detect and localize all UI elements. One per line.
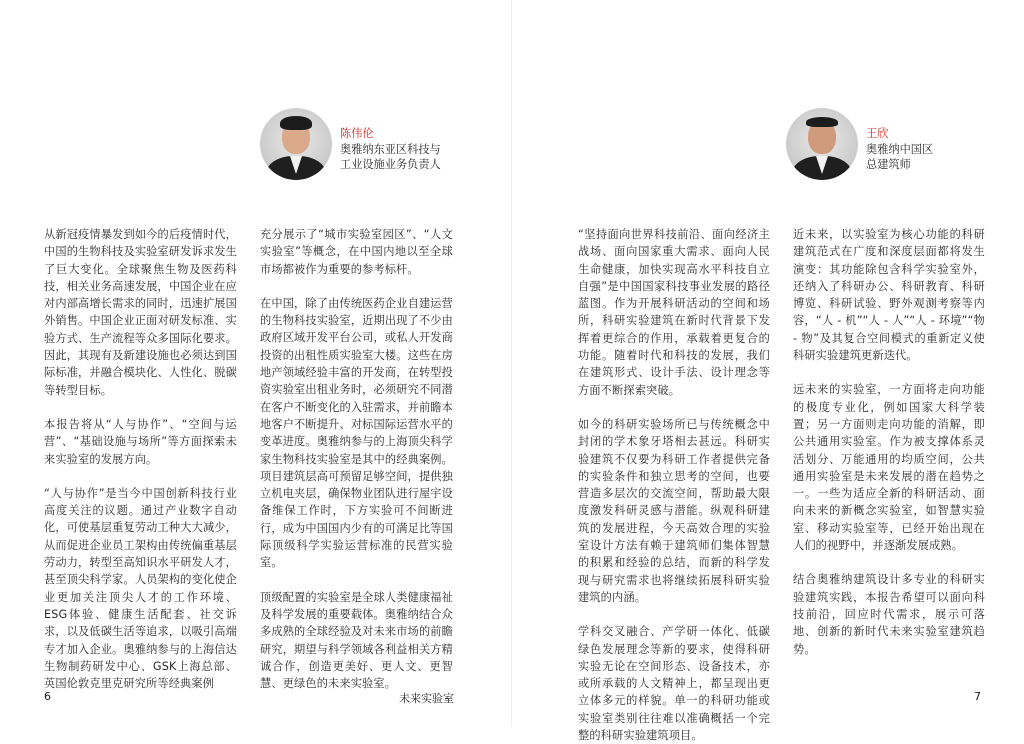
portrait-photo-icon — [260, 108, 332, 180]
paragraph: 结合奥雅纳建筑设计多专业的科研实验建筑实践，本报告希望可以面向科技前沿，回应时代需求，展示可落地、创新的新时代未来实验室建筑趋势。 — [793, 573, 985, 656]
paragraph: “人与协作”是当今中国创新科技行业高度关注的议题。通过产业数字自动化，可使基层重复劳动工种大大减少，从而促进企业员工架构由传统偏重基层劳动力，转型至高知识水平研发人才，甚至顶尖科学家。人员架构的变化使企业更加关注顶尖人才的工作环境、ESG体验、健康生活配套、社交诉求，以及低碳生活等追求，以吸引高端专才加入企业。奥雅纳参与的上海信达生物制药研发中心、GSK上海总部、英国伦敦克里克研究所等经典案例 — [44, 486, 237, 691]
page-number-right: 7 — [974, 690, 981, 703]
left-author-profile — [260, 108, 441, 180]
paragraph: 在中国，除了由传统医药企业自建运营的生物科技实验室，近期出现了不少由政府区域开发平台公司，或私人开发商投资的出租性质实验室大楼。这些在房地产领域经验丰富的开发商，在转型投资实验室出租业务时，必须研究不同潜在客户不断变化的入驻需求，并前瞻本地客户不断提升、对标国际运营水平的变革进度。奥雅纳参与的上海顶尖科学家生物科技实验室是其中的经典案例。项目建筑层高可预留足够空间，提供独立机电夹层，确保物业团队进行屋宇设备维保工作时，下方实验可不间断进行，成为中国国内少有的可满足比等国际顶级科学实验运营标准的民营实验室。 — [260, 296, 453, 570]
paragraph: “坚持面向世界科技前沿、面向经济主战场、面向国家重大需求、面向人民生命健康，加快实现高水平科技自立自强”是中国国家科技事业发展的路径蓝图。作为开展科研活动的空间和场所，科研实验建筑在新时代背景下发挥着更综合的作用，承载着更复合的功能。随着时代和科技的发展，我们在建筑形式、设计手法、设计理念等方面不断探索突破。 — [578, 228, 770, 397]
paragraph: 从新冠疫情暴发到如今的后疫情时代，中国的生物科技及实验室研发诉求发生了巨大变化。全球聚焦生物及医药科技，相关业务高速发展，中国企业在应对内部高增长需求的同时，迅速扩展国外销售。中国企业正面对研发标准、实验方式、生产流程等众多国际化要求。因此，其现有及新建设施也必须达到国际标准，并融合模块化、人性化、脱碳等转型目标。 — [44, 228, 237, 397]
paragraph: 充分展示了“城市实验室园区”、“人文实验室”等概念，在中国内地以至全球市场都被作为重要的参考标杆。 — [260, 228, 453, 276]
paragraph: 本报告将从“人与协作”、“空间与运营”、“基础设施与场所”等方面探索未来实验室的发展方向。 — [44, 417, 237, 466]
page-number-left: 6 — [44, 690, 51, 703]
right-author-profile — [786, 108, 933, 180]
author-title-line-2: 工业设施业务负责人 — [340, 158, 441, 171]
right-page-column-1 — [578, 226, 770, 744]
paragraph: 学科交叉融合、产学研一体化、低碳绿色发展理念等新的要求，使得科研实验无论在空间形态、设备技术，亦或所承载的人文精神上，都呈现出更立体多元的样貌。单一的科研功能或实验室类别往往难以准确概括一个完整的科研实验建筑项目。 — [578, 625, 770, 743]
right-author-info — [866, 126, 933, 173]
page-gutter — [511, 0, 512, 727]
left-page-column-1 — [44, 226, 237, 692]
author-name: 王欣 — [866, 127, 889, 140]
author-title-line-2: 总建筑师 — [866, 158, 911, 171]
author-name: 陈伟伦 — [340, 127, 374, 140]
right-page-column-2 — [793, 226, 985, 658]
running-footer-title: 未来实验室 — [399, 692, 454, 705]
author-title-line-1: 奥雅纳东亚区科技与 — [340, 142, 441, 156]
paragraph: 顶级配置的实验室是全球人类健康福祉及科学发展的重要载体。奥雅纳结合众多成熟的全球经验及对未来市场的前瞻研究，期望与科学领域各利益相关方精诚合作，创造更美好、更人文、更智慧、更绿色的未来实验室。 — [260, 590, 453, 691]
left-page-column-2 — [260, 226, 453, 692]
paragraph: 近未来，以实验室为核心功能的科研建筑范式在广度和深度层面都将发生演变：其功能除包含科学实验室外，还纳入了科研办公、科研教育、科研博览、科研试验、野外观测考察等内容，“人 - 机”“人 - 人”“人 - 环境”“物 - 物”及其复合空间模式的重新定义使科研实验建筑更新迭代。 — [793, 228, 985, 363]
author-title-line-1: 奥雅纳中国区 — [866, 142, 934, 156]
paragraph: 远未来的实验室，一方面将走向功能的极度专业化，例如国家大科学装置；另一方面则走向功能的消解，即公共通用实验室。作为被支撑体系灵活划分、万能通用的均质空间，公共通用实验室是未来发展的潜在趋势之一。一些为适应全新的科研活动、面向未来的新概念实验室，如智慧实验室、移动实验室等，已经开始出现在人们的视野中，并逐渐发展成熟。 — [793, 383, 985, 553]
left-author-info — [340, 126, 441, 173]
paragraph: 如今的科研实验场所已与传统概念中封闭的学术象牙塔相去甚远。科研实验建筑不仅要为科研工作者提供完备的实验条件和独立思考的空间，也要营造多层次的交流空间，帮助最大限度激发科研灵感与潜能。纵观科研建筑的发展进程，今天高效合理的实验室设计方法有赖于建筑师们集体智慧的积累和经验的总结，而新的科学发现与研究需求也将继续拓展科研实验建筑的内涵。 — [578, 417, 770, 604]
portrait-photo-icon — [786, 108, 858, 180]
